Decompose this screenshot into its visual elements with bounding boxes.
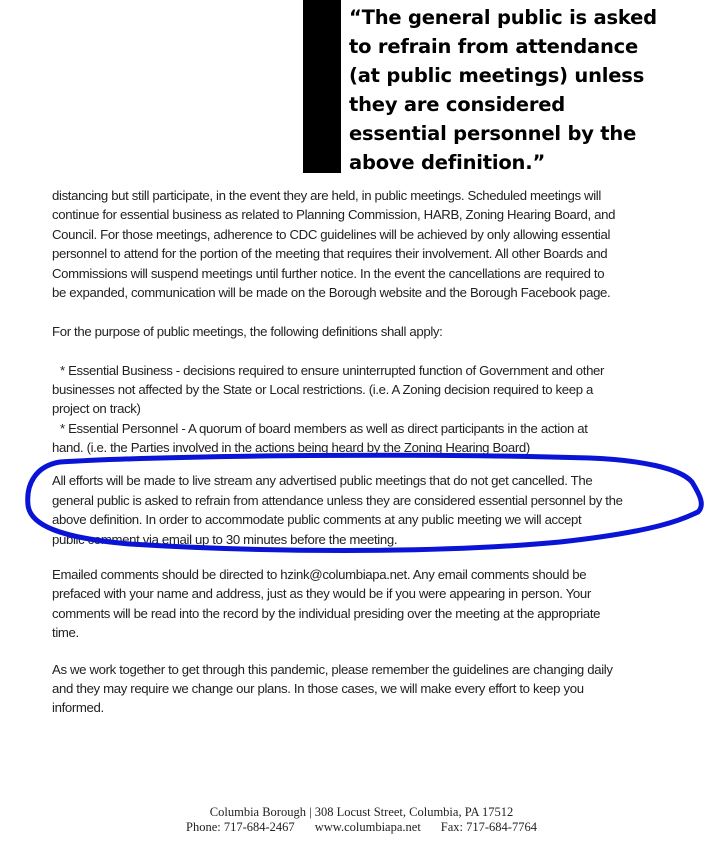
text-line: As we work together to get through this pandemic, please remember the guidelines are changing daily: [52, 661, 613, 677]
footer-website: www.columbiapa.net: [314, 820, 421, 834]
text-line: time.: [52, 625, 79, 641]
text-line: and they may require we change our plans. In those cases, we will make every effort to keep you: [52, 680, 584, 696]
document-body: [52, 186, 712, 718]
bullet-line: * Essential Business - decisions required to ensure uninterrupted function of Government and other: [60, 362, 605, 378]
text-line: hand. (i.e. the Parties involved in the actions being heard by the Zoning Hearing Board): [52, 440, 530, 456]
text-line: Commissions will suspend meetings until further notice. In the event the cancellations are required to: [52, 265, 605, 281]
pull-quote-line: “The general public is asked: [349, 6, 657, 29]
text-line: continue for essential business as related to Planning Commission, HARB, Zoning Hearing Board, and: [52, 207, 616, 223]
text-line: Emailed comments should be directed to hzink@columbiapa.net. Any email comments should be: [52, 567, 587, 583]
text-line: Council. For those meetings, adherence to CDC guidelines will be achieved by only allowing essential: [52, 226, 611, 242]
text-line: For the purpose of public meetings, the following definitions shall apply:: [52, 323, 443, 339]
pull-quote-bar: [303, 0, 341, 173]
text-line: comments will be read into the record by the individual presiding over the meeting at the appropriate: [52, 605, 601, 621]
text-line: informed.: [52, 700, 104, 716]
text-line: distancing but still participate, in the event they are held, in public meetings. Scheduled meetings will: [52, 188, 601, 203]
text-line: prefaced with your name and address, just as they would be if you were appearing in person. Your: [52, 586, 591, 602]
pull-quote-line: essential personnel by the: [349, 122, 637, 145]
pull-quote-line: (at public meetings) unless: [349, 64, 645, 87]
pull-quote-line: to refrain from attendance: [349, 35, 639, 58]
paragraph-definitions-intro: [52, 322, 712, 341]
footer-phone: Phone: 717-684-2467: [186, 820, 295, 834]
text-line: general public is asked to refrain from attendance unless they are considered essential personnel by the: [52, 492, 623, 508]
paragraph-email-comments: [52, 565, 712, 643]
text-line: All efforts will be made to live stream any advertised public meetings that do not get cancelled. The: [52, 473, 593, 489]
footer-fax: Fax: 717-684-7764: [440, 820, 537, 834]
definition-essential-personnel: [52, 419, 712, 458]
pull-quote: [349, 3, 719, 177]
pull-quote-line: they are considered: [349, 93, 566, 116]
paragraph-meetings: [52, 186, 712, 302]
bullet-line: * Essential Personnel - A quorum of board members as well as direct participants in the action at: [60, 420, 588, 436]
text-line: personnel to attend for the portion of the meeting that requires their involvement. All other Boards and: [52, 246, 608, 262]
text-line: public comment via email up to 30 minutes before the meeting.: [52, 531, 398, 547]
text-line: project on track): [52, 401, 141, 417]
text-line: be expanded, communication will be made on the Borough website and the Borough Facebook page.: [52, 284, 611, 300]
letterhead-footer: [0, 805, 723, 835]
text-line: above definition. In order to accommodate public comments at any public meeting we will accept: [52, 512, 582, 528]
text-line: businesses not affected by the State or Local restrictions. (i.e. A Zoning decision required to keep a: [52, 381, 593, 397]
paragraph-highlighted: [52, 471, 712, 549]
footer-address: Columbia Borough | 308 Locust Street, Columbia, PA 17512: [209, 805, 514, 819]
paragraph-closing: [52, 660, 712, 718]
pull-quote-line: above definition.”: [349, 151, 546, 174]
definition-essential-business: [52, 361, 712, 419]
footer-contact: [0, 820, 723, 835]
